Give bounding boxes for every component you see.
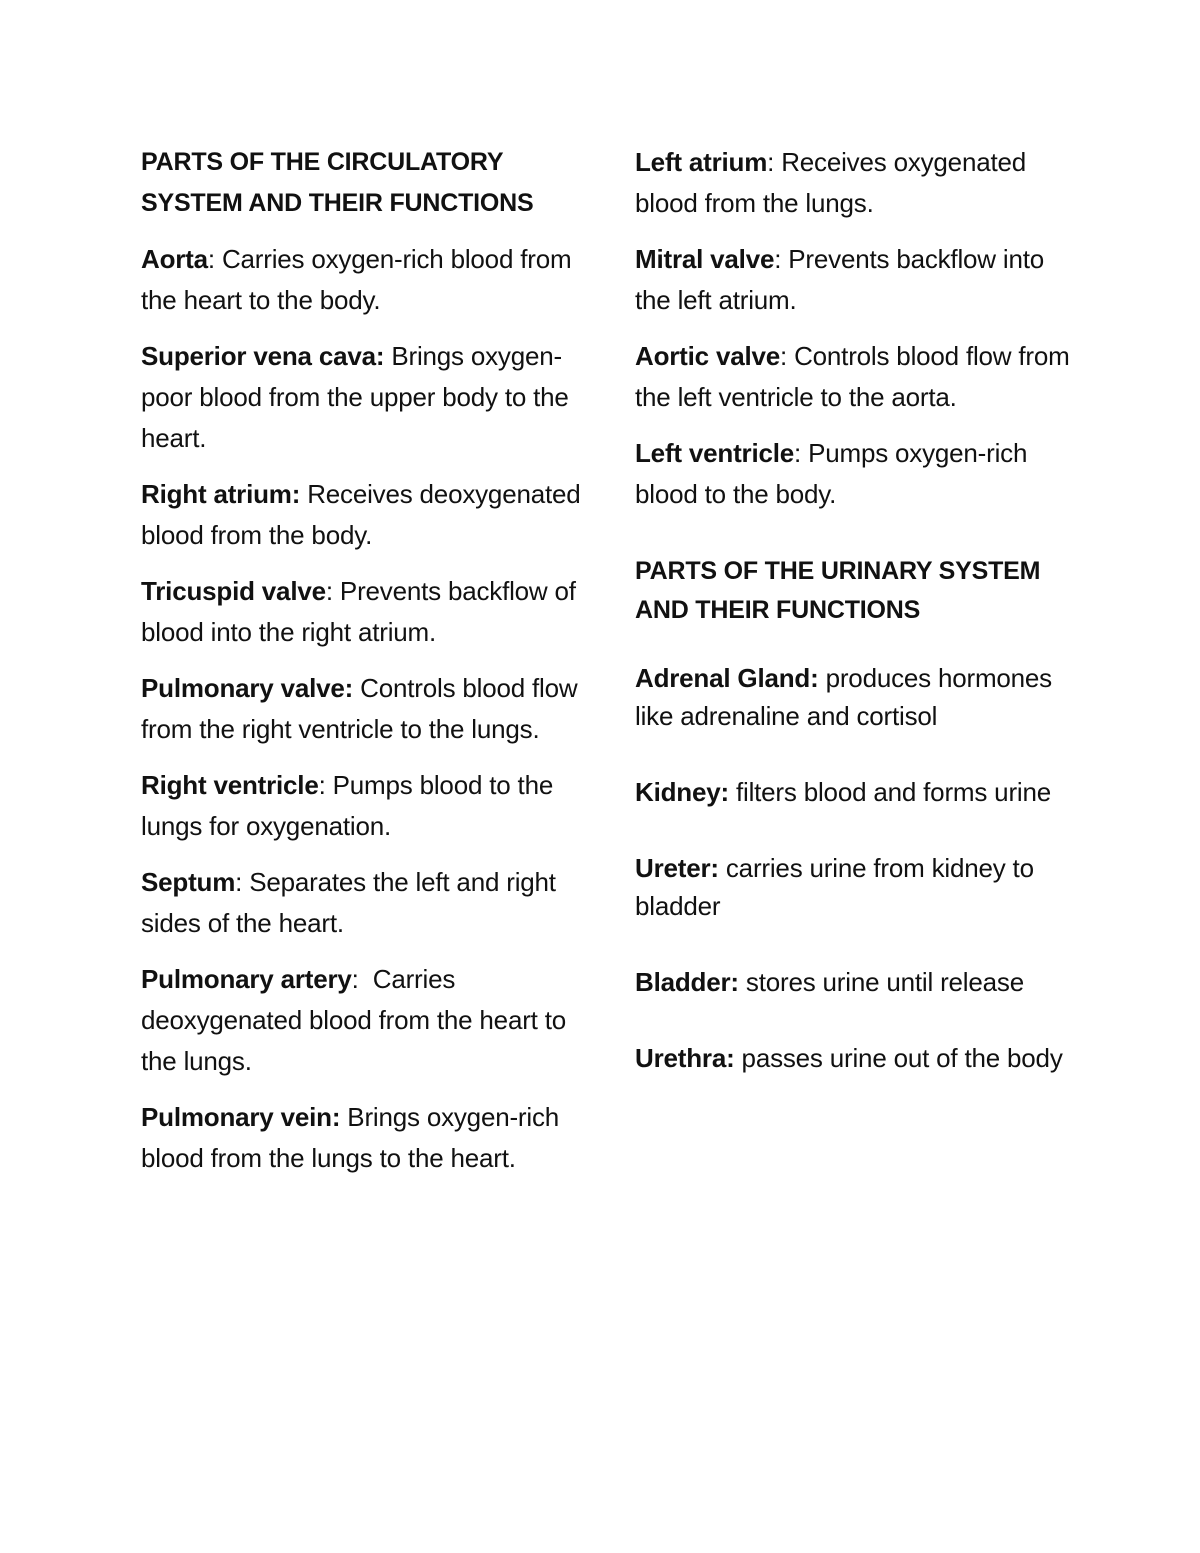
entry-bladder: [635, 963, 1075, 1001]
entry-ureter: [635, 849, 1075, 925]
entry-urethra: [635, 1039, 1075, 1077]
entry-separator: :: [318, 770, 326, 800]
entry-description: Receives deoxygenated blood from the body.: [141, 479, 581, 550]
entry-description: Separates the left and right sides of the heart.: [141, 867, 556, 938]
right-column: [635, 142, 1075, 1115]
entry-description: stores urine until release: [738, 967, 1024, 997]
entry-separator: :: [767, 147, 775, 177]
entry-term: Superior vena cava:: [141, 341, 385, 371]
entry-pulmonary-artery: [141, 959, 581, 1082]
entry-term: Left ventricle: [635, 438, 795, 468]
entry-adrenal-gland: [635, 659, 1075, 735]
entry-description: passes urine out of the body: [734, 1043, 1063, 1073]
entry-description: Prevents backflow into the left atrium.: [635, 244, 1045, 315]
entry-right-atrium: [141, 474, 581, 556]
entry-separator: :: [207, 244, 215, 274]
entry-description: filters blood and forms urine: [728, 777, 1052, 807]
entry-description: Brings oxygen-rich blood from the lungs to the heart.: [141, 1102, 560, 1173]
entry-term: Pulmonary valve:: [141, 673, 354, 703]
entry-term: Right atrium:: [141, 479, 301, 509]
entry-term: Pulmonary artery: [141, 964, 352, 994]
entry-term: Aorta: [141, 244, 208, 274]
entry-term: Pulmonary vein:: [141, 1102, 341, 1132]
entry-description: Brings oxygen-poor blood from the upper body to the heart.: [141, 341, 569, 453]
entry-pulmonary-valve: [141, 668, 581, 750]
entry-superior-vena-cava: [141, 336, 581, 459]
entry-term: Bladder:: [635, 967, 739, 997]
entry-left-ventricle: [635, 433, 1075, 515]
left-column: [141, 142, 581, 1194]
entry-term: Aortic valve: [635, 341, 781, 371]
entry-description: Carries deoxygenated blood from the heart to the lungs.: [141, 964, 574, 1076]
entry-mitral-valve: [635, 239, 1075, 321]
entry-aortic-valve: [635, 336, 1075, 418]
entry-kidney: [635, 773, 1075, 811]
entry-septum: [141, 862, 581, 944]
entry-description: produces hormones like adrenaline and cortisol: [635, 663, 1052, 731]
entry-description: Carries oxygen-rich blood from the heart to the body.: [141, 244, 572, 315]
entry-term: Adrenal Gland:: [635, 663, 819, 693]
entry-term: Kidney:: [635, 777, 729, 807]
urinary-heading: PARTS OF THE URINARY SYSTEM AND THEIR FUNCTIONS: [635, 557, 1041, 624]
entry-separator: :: [325, 576, 333, 606]
entry-description: Pumps blood to the lungs for oxygenation.: [141, 770, 554, 841]
entry-separator: :: [235, 867, 243, 897]
entry-description: Controls blood flow from the right ventricle to the lungs.: [141, 673, 578, 744]
entry-separator: :: [351, 964, 359, 994]
entry-separator: :: [774, 244, 782, 274]
entry-description: Controls blood flow from the left ventricle to the aorta.: [635, 341, 1070, 412]
entry-term: Left atrium: [635, 147, 768, 177]
entry-term: Ureter:: [635, 853, 719, 883]
entry-term: Mitral valve: [635, 244, 775, 274]
entry-term: Septum: [141, 867, 236, 897]
entry-term: Right ventricle: [141, 770, 319, 800]
entry-aorta: [141, 239, 581, 321]
entry-right-ventricle: [141, 765, 581, 847]
entry-left-atrium: [635, 142, 1075, 224]
entry-term: Tricuspid valve: [141, 576, 326, 606]
entry-tricuspid-valve: [141, 571, 581, 653]
entry-separator: :: [794, 438, 802, 468]
entry-pulmonary-vein: [141, 1097, 581, 1179]
entry-term: Urethra:: [635, 1043, 735, 1073]
entry-description: Receives oxygenated blood from the lungs.: [635, 147, 1027, 218]
entry-description: Pumps oxygen-rich blood to the body.: [635, 438, 1028, 509]
entry-separator: :: [780, 341, 788, 371]
entry-description: Prevents backflow of blood into the right atrium.: [141, 576, 576, 647]
circulatory-heading: PARTS OF THE CIRCULATORY SYSTEM AND THEIR FUNCTIONS: [141, 148, 534, 217]
entry-description: carries urine from kidney to bladder: [635, 853, 1034, 921]
urinary-list: [635, 659, 1075, 1077]
